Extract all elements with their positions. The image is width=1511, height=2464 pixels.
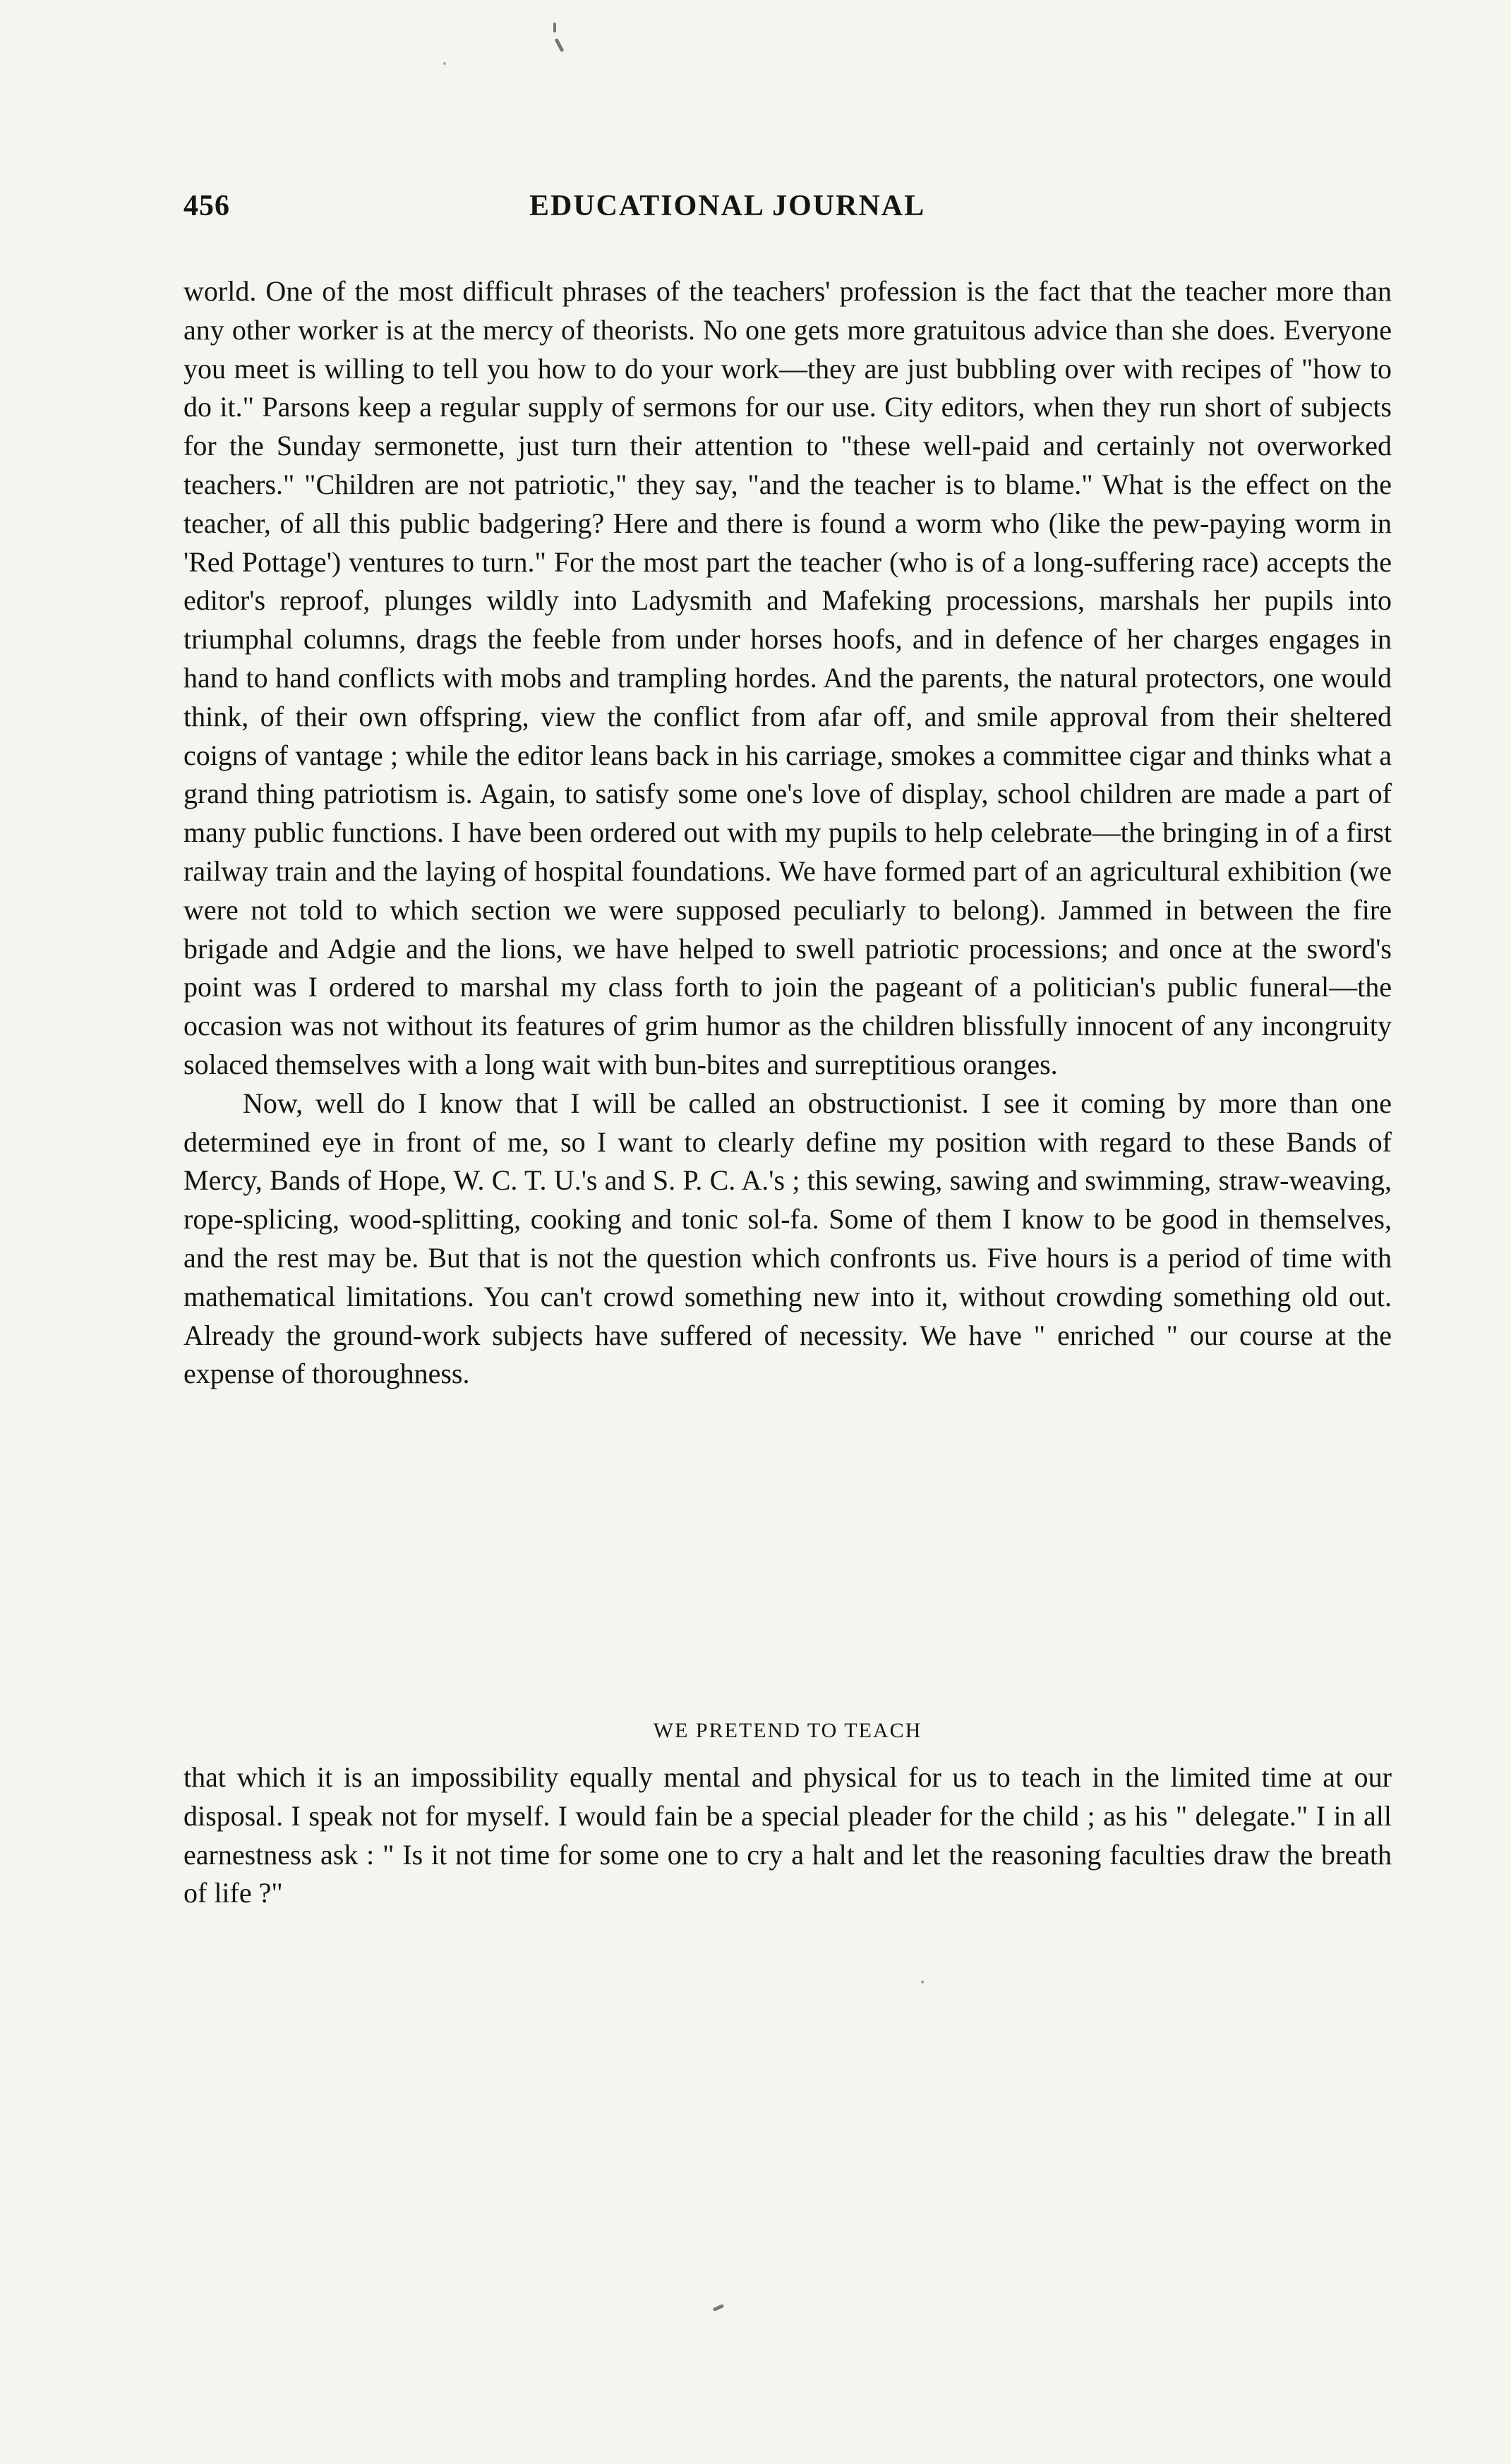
ink-speck <box>921 1981 924 1983</box>
paragraph: world. One of the most difficult phrases of the teachers' profession is the fact that the teacher more than any other worker is at the mercy of theorists. No one gets more gratuitous advice than she does. Everyone you meet is willing to tell you how to do your work—they are just bubbling over with recipes of "how to do it." Parsons keep a regular supply of sermons for our use. City editors, when they run short of subjects for the Sunday sermonette, just turn their attention to "these well-paid and certainly not overworked teachers." "Children are not patriotic," they say, "and the teacher is to blame." What is the effect on the teacher, of all this public badgering? Here and there is found a worm who (like the pew-paying worm in 'Red Pottage') ventures to turn." For the most part the teacher (who is of a long-suffering race) accepts the editor's reproof, plunges wildly into Ladysmith and Mafeking processions, marshals her pupils into triumphal columns, drags the feeble from under horses hoofs, and in defence of her charges engages in hand to hand conflicts with mobs and trampling hordes. And the parents, the natural protectors, one would think, of their own offspring, view the conflict from afar off, and smile approval from their sheltered coigns of vantage ; while the editor leans back in his carriage, smokes a committee cigar and thinks what a grand thing patriotism is. Again, to satisfy some one's love of display, school children are made a part of many public functions. I have been ordered out with my pupils to help celebrate—the bringing in of a first railway train and the laying of hospital foundations. We have formed part of an agricultural exhibition (we were not told to which section we were supposed peculiarly to belong). Jammed in between the fire brigade and Adgie and the lions, we have helped to swell patriotic processions; and once at the sword's point was I ordered to marshal my class forth to join the pageant of a politician's public funeral—the occasion was not without its features of grim humor as the children blissfully innocent of any incongruity solaced themselves with a long wait with bun-bites and surreptitious oranges. <box>183 275 1392 1080</box>
ink-speck <box>713 2304 725 2312</box>
section-heading: WE PRETEND TO TEACH <box>653 1719 922 1742</box>
ink-speck <box>443 62 446 65</box>
ink-speck <box>553 23 556 32</box>
closing-text <box>183 1758 1392 1913</box>
body-text <box>183 272 1392 1394</box>
paragraph: that which it is an impossibility equally mental and physical for us to teach in the limited time at our disposal. I speak not for myself. I would fain be a special pleader for the child ; as his " delegate." I in all earnestness ask : " Is it not time for some one to cry a halt and let the reasoning faculties draw the breath of life ?" <box>183 1761 1392 1909</box>
page-number: 456 <box>183 190 230 222</box>
paragraph: Now, well do I know that I will be called an obstructionist. I see it coming by more than one determined eye in front of me, so I want to clearly define my position with regard to these Bands of Mercy, Bands of Hope, W. C. T. U.'s and S. P. C. A.'s ; this sewing, sawing and swimming, straw-weaving, rope-splicing, wood-splitting, cooking and tonic sol-fa. Some of them I know to be good in themselves, and the rest may be. But that is not the question which confronts us. Five hours is a period of time with mathematical limitations. You can't crowd something new into it, without crowding something old out. Already the ground-work subjects have suffered of necessity. We have " enriched " our course at the expense of thoroughness. <box>183 1087 1392 1390</box>
page-header <box>183 189 1392 238</box>
ink-speck <box>555 38 565 52</box>
running-title: EDUCATIONAL JOURNAL <box>529 190 926 222</box>
